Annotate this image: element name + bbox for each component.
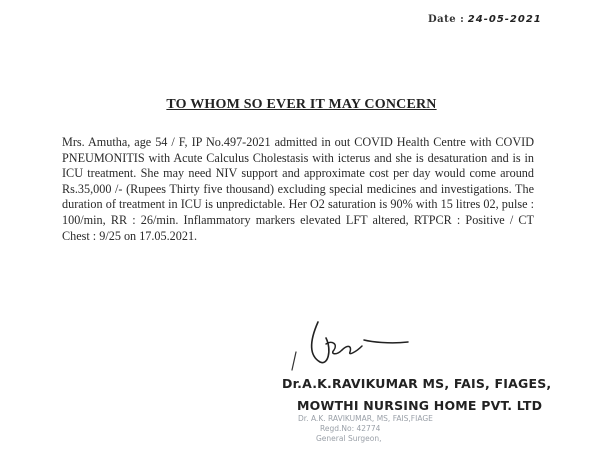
organization-name: MOWTHI NURSING HOME PVT. LTD xyxy=(297,398,543,413)
stamp-line-regd: Regd.No: 42774 xyxy=(320,424,381,433)
date-field xyxy=(428,14,542,25)
stamp-line-name: Dr. A.K. RAVIKUMAR, MS, FAIS,FIAGE xyxy=(298,414,433,423)
letter-body: Mrs. Amutha, age 54 / F, IP No.497-2021 admitted in out COVID Health Centre with COVID PNEUMONITIS with Acute Calculus Cholestasis with icterus and she is desaturation and is in ICU treatment. She may need NIV support and approximate cost per day would come around Rs.35,000 /- (Rupees Thirty five thousand) excluding special medicines and investigations. The duration of treatment in ICU is unpredictable. Her O2 saturation is 90% with 15 litres 02, pulse : 100/min, RR : 26/min. Inflammatory markers elevated LFT altered, RTPCR : Positive / CT Chest : 9/25 on 17.05.2021. xyxy=(62,135,534,243)
date-value: 24-05-2021 xyxy=(467,14,542,25)
handwritten-signature xyxy=(280,300,420,385)
faded-stamp xyxy=(298,414,478,444)
date-label: Date : xyxy=(428,14,465,25)
doctor-name: Dr.A.K.RAVIKUMAR MS, FAIS, FIAGES, xyxy=(282,376,552,391)
letter-title: TO WHOM SO EVER IT MAY CONCERN xyxy=(166,97,437,112)
stamp-line-title: General Surgeon, xyxy=(316,434,382,443)
